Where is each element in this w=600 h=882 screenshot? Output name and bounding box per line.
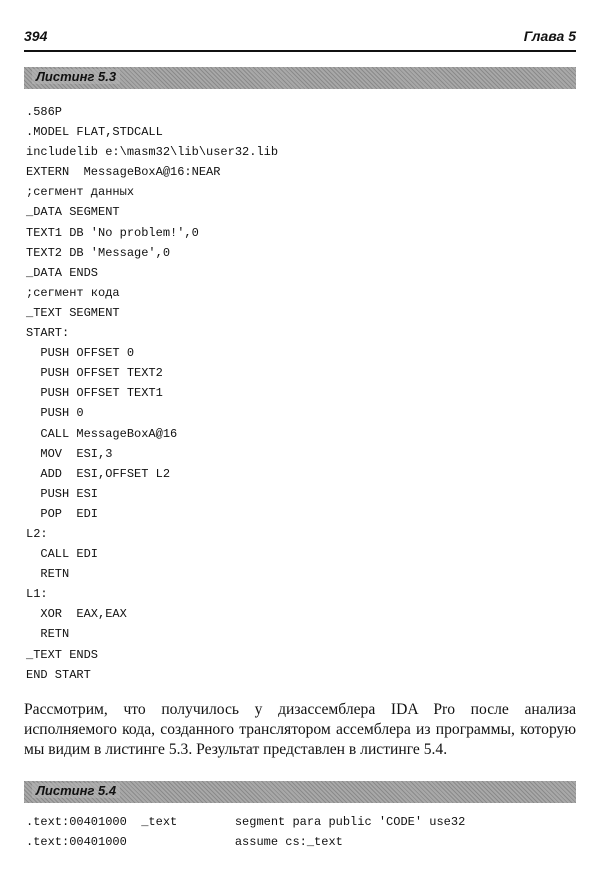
- code-line: PUSH 0: [26, 406, 84, 421]
- code-line: PUSH OFFSET 0: [26, 346, 135, 361]
- code-line: TEXT2 DB 'Message',0: [26, 245, 171, 260]
- code-line: _TEXT ENDS: [26, 647, 99, 662]
- header-rule: [24, 50, 576, 52]
- code-line: ADD ESI,OFFSET L2: [26, 466, 171, 481]
- page-header: [24, 28, 576, 50]
- code-line: MOV ESI,3: [26, 446, 113, 461]
- listing-title: Листинг 5.3: [32, 69, 120, 84]
- code-line: RETN: [26, 627, 70, 642]
- code-line: POP EDI: [26, 506, 99, 521]
- code-line: includelib e:\masm32\lib\user32.lib: [26, 145, 279, 160]
- code-line: END START: [26, 667, 91, 682]
- code-line: ;сегмент данных: [26, 185, 135, 200]
- code-line: L1:: [26, 587, 48, 602]
- listing-heading-bar: [24, 67, 576, 89]
- code-line: _TEXT SEGMENT: [26, 305, 120, 320]
- code-line: EXTERN MessageBoxA@16:NEAR: [26, 165, 221, 180]
- code-listing: [26, 812, 465, 852]
- page-number: 394: [24, 28, 48, 44]
- code-line: PUSH OFFSET TEXT1: [26, 386, 163, 401]
- code-line: _DATA ENDS: [26, 265, 99, 280]
- code-line: TEXT1 DB 'No problem!',0: [26, 225, 199, 240]
- body-paragraph: Рассмотрим, что получилось у дизассемблера IDA Pro после анализа исполняемого кода, созданного транслятором ассемблера из программы, которую мы видим в листинге 5.3. Результат представлен в листинге 5.4.: [24, 701, 576, 758]
- code-line: ;сегмент кода: [26, 285, 120, 300]
- code-line: _DATA SEGMENT: [26, 205, 120, 220]
- code-line: CALL MessageBoxA@16: [26, 426, 178, 441]
- code-line: L2:: [26, 526, 48, 541]
- code-line: .text:00401000 _text segment para public 'CODE' use32: [26, 815, 466, 829]
- code-line: CALL EDI: [26, 547, 99, 562]
- listing-heading-bar: [24, 781, 576, 803]
- code-line: .text:00401000 assume cs:_text: [26, 835, 343, 850]
- chapter-title: Глава 5: [523, 28, 576, 44]
- listing-title: Листинг 5.4: [32, 783, 120, 798]
- code-line: PUSH OFFSET TEXT2: [26, 366, 163, 381]
- code-line: .586P: [26, 105, 63, 119]
- code-line: XOR EAX,EAX: [26, 607, 127, 622]
- code-line: .MODEL FLAT,STDCALL: [26, 125, 163, 140]
- code-line: START:: [26, 326, 70, 341]
- code-listing: [26, 102, 278, 685]
- code-line: RETN: [26, 567, 70, 582]
- code-line: PUSH ESI: [26, 486, 99, 501]
